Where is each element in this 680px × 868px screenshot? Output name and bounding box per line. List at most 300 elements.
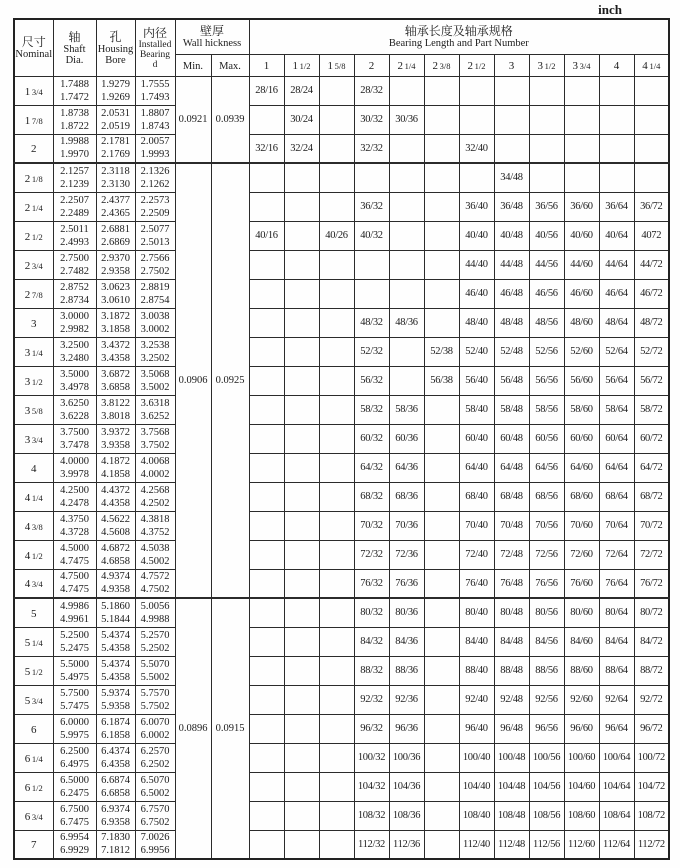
bearing-part-cell: 70/36 <box>389 511 424 540</box>
housing-value: 2.6881 <box>101 223 130 235</box>
housing-cell <box>96 453 135 482</box>
table-row <box>14 627 669 656</box>
bearing-part-cell: 64/36 <box>389 453 424 482</box>
housing-cell <box>96 627 135 656</box>
bearing-part-cell: 88/36 <box>389 656 424 685</box>
housing-value: 4.9374 <box>101 571 130 583</box>
shaft-value: 3.6250 <box>60 397 89 409</box>
wall-max-cell: 0.0939 <box>211 76 249 163</box>
bearing-part-cell: 112/64 <box>599 830 634 859</box>
bearing-part-cell: 80/60 <box>564 598 599 627</box>
bearing-part-cell <box>564 76 599 105</box>
bearing-part-cell <box>319 627 354 656</box>
installed-value: 4.2568 <box>140 484 170 496</box>
installed-value: 7.0026 <box>140 832 170 844</box>
wall-max-cell: 0.0915 <box>211 598 249 859</box>
bearing-part-cell: 40/64 <box>599 221 634 250</box>
installed-value: 6.2570 <box>140 745 170 757</box>
installed-value: 4.2502 <box>140 497 170 509</box>
installed-value: 1.9993 <box>140 149 170 161</box>
bearing-part-cell: 58/32 <box>354 395 389 424</box>
bearing-part-cell: 58/64 <box>599 395 634 424</box>
bearing-part-cell: 56/64 <box>599 366 634 395</box>
nominal-cell: 4 3/4 <box>14 569 53 598</box>
housing-value: 2.0531 <box>101 107 130 119</box>
table-row <box>14 830 669 859</box>
bearing-part-cell: 92/32 <box>354 685 389 714</box>
bearing-part-cell: 70/60 <box>564 511 599 540</box>
bearing-part-cell: 104/40 <box>459 772 494 801</box>
installed-cell <box>135 569 175 598</box>
bearing-part-cell: 92/40 <box>459 685 494 714</box>
bearing-part-cell: 64/60 <box>564 453 599 482</box>
installed-value: 5.7570 <box>140 687 170 699</box>
table-row <box>14 308 669 337</box>
installed-value: 3.0002 <box>140 323 170 335</box>
bearing-part-cell <box>424 134 459 163</box>
bearing-part-cell <box>319 192 354 221</box>
bearing-part-cell <box>249 540 284 569</box>
bearing-part-cell <box>319 395 354 424</box>
bearing-part-cell: 72/60 <box>564 540 599 569</box>
installed-value: 6.7502 <box>140 816 170 828</box>
housing-value: 2.4377 <box>101 194 130 206</box>
bearing-part-cell: 64/48 <box>494 453 529 482</box>
bearing-part-cell <box>424 221 459 250</box>
housing-cell <box>96 598 135 627</box>
bearing-part-cell: 60/40 <box>459 424 494 453</box>
bearing-part-cell <box>319 76 354 105</box>
bearing-part-cell: 104/64 <box>599 772 634 801</box>
bearing-part-cell <box>634 76 669 105</box>
installed-value: 2.2509 <box>140 207 170 219</box>
bearing-part-cell: 40/16 <box>249 221 284 250</box>
shaft-cell <box>53 134 96 163</box>
bearing-part-cell <box>389 221 424 250</box>
housing-cell <box>96 221 135 250</box>
bearing-part-cell <box>564 105 599 134</box>
bearing-part-cell <box>389 134 424 163</box>
installed-cell <box>135 453 175 482</box>
bearing-part-cell <box>249 598 284 627</box>
housing-value: 6.9358 <box>101 816 130 828</box>
shaft-cell <box>53 569 96 598</box>
housing-cell <box>96 105 135 134</box>
shaft-value: 3.7478 <box>60 439 89 451</box>
bearing-part-cell <box>424 105 459 134</box>
bearing-part-cell: 92/64 <box>599 685 634 714</box>
bearing-part-cell <box>319 801 354 830</box>
bearing-part-cell <box>319 743 354 772</box>
housing-value: 2.9358 <box>101 265 130 277</box>
bearing-part-cell: 112/32 <box>354 830 389 859</box>
housing-value: 5.9358 <box>101 700 130 712</box>
bearing-part-cell <box>319 105 354 134</box>
bearing-part-cell: 76/64 <box>599 569 634 598</box>
shaft-cell <box>53 366 96 395</box>
bearing-part-cell: 76/40 <box>459 569 494 598</box>
bearing-part-cell <box>319 163 354 192</box>
bearing-part-cell: 52/56 <box>529 337 564 366</box>
bearing-part-cell: 96/56 <box>529 714 564 743</box>
bearing-part-cell <box>249 627 284 656</box>
installed-value: 3.7502 <box>140 439 170 451</box>
housing-cell <box>96 308 135 337</box>
bearing-part-cell <box>249 163 284 192</box>
bearing-part-cell: 104/72 <box>634 772 669 801</box>
shaft-value: 2.8734 <box>60 294 89 306</box>
bearing-part-cell <box>249 337 284 366</box>
housing-cell <box>96 134 135 163</box>
installed-value: 3.6318 <box>140 397 170 409</box>
shaft-value: 4.9961 <box>60 613 89 625</box>
bearing-part-cell <box>284 395 319 424</box>
shaft-value: 6.2475 <box>60 787 89 799</box>
bearing-part-cell: 108/72 <box>634 801 669 830</box>
bearing-part-cell <box>249 482 284 511</box>
bearing-part-cell <box>389 76 424 105</box>
wall-min-cell: 0.0906 <box>175 163 211 598</box>
bearing-part-cell: 48/56 <box>529 308 564 337</box>
installed-value: 3.5002 <box>140 381 170 393</box>
bearing-part-cell: 60/64 <box>599 424 634 453</box>
shaft-value: 1.8722 <box>60 120 89 132</box>
bearing-part-cell: 92/36 <box>389 685 424 714</box>
bearing-part-cell <box>424 192 459 221</box>
bearing-part-cell <box>424 540 459 569</box>
housing-value: 4.4372 <box>101 484 130 496</box>
bearing-part-cell: 44/60 <box>564 250 599 279</box>
shaft-value: 6.4975 <box>60 758 89 770</box>
shaft-value: 3.5000 <box>60 368 89 380</box>
bearing-part-cell: 56/38 <box>424 366 459 395</box>
shaft-value: 3.6228 <box>60 410 89 422</box>
bearing-part-cell <box>249 714 284 743</box>
shaft-cell <box>53 424 96 453</box>
nominal-cell: 3 1/4 <box>14 337 53 366</box>
bearing-part-cell <box>249 105 284 134</box>
bearing-part-cell <box>249 424 284 453</box>
bearing-part-cell <box>284 772 319 801</box>
bearing-part-cell <box>284 801 319 830</box>
bearing-part-cell: 60/32 <box>354 424 389 453</box>
nominal-cell: 1 3/4 <box>14 76 53 105</box>
bearing-part-cell: 76/36 <box>389 569 424 598</box>
housing-value: 3.0623 <box>101 281 130 293</box>
bearing-part-cell: 44/64 <box>599 250 634 279</box>
bearing-part-cell: 72/36 <box>389 540 424 569</box>
bearing-part-cell <box>284 743 319 772</box>
bearing-part-cell: 100/32 <box>354 743 389 772</box>
housing-value: 4.6858 <box>101 555 130 567</box>
nominal-cell: 2 1/4 <box>14 192 53 221</box>
shaft-cell <box>53 395 96 424</box>
shaft-cell <box>53 772 96 801</box>
bearing-part-cell: 80/48 <box>494 598 529 627</box>
bearing-part-cell <box>459 163 494 192</box>
installed-value: 3.2502 <box>140 352 170 364</box>
installed-cell <box>135 337 175 366</box>
bearing-part-cell: 104/36 <box>389 772 424 801</box>
housing-cell <box>96 714 135 743</box>
shaft-value: 4.0000 <box>60 455 89 467</box>
bearing-part-cell <box>459 76 494 105</box>
bearing-part-cell: 84/56 <box>529 627 564 656</box>
bearing-part-cell <box>284 250 319 279</box>
bearing-part-cell: 48/60 <box>564 308 599 337</box>
housing-value: 6.9374 <box>101 803 130 815</box>
bearing-dimension-table <box>13 18 670 860</box>
nominal-cell: 6 1/4 <box>14 743 53 772</box>
bearing-part-cell: 48/64 <box>599 308 634 337</box>
bearing-part-cell <box>424 424 459 453</box>
housing-value: 2.4365 <box>101 207 130 219</box>
bearing-part-cell: 80/40 <box>459 598 494 627</box>
table-row <box>14 134 669 163</box>
bearing-part-cell: 68/32 <box>354 482 389 511</box>
bearing-part-cell <box>249 772 284 801</box>
bearing-part-cell <box>319 337 354 366</box>
housing-value: 5.4374 <box>101 658 130 670</box>
housing-value: 6.4374 <box>101 745 130 757</box>
nominal-cell: 2 1/8 <box>14 163 53 192</box>
bearing-part-cell <box>634 163 669 192</box>
bearing-part-cell: 52/32 <box>354 337 389 366</box>
bearing-part-cell: 28/24 <box>284 76 319 105</box>
installed-value: 5.7502 <box>140 700 170 712</box>
bearing-part-cell: 96/60 <box>564 714 599 743</box>
bearing-part-cell: 56/60 <box>564 366 599 395</box>
installed-value: 2.1326 <box>140 165 170 177</box>
housing-cell <box>96 279 135 308</box>
bearing-part-cell: 46/48 <box>494 279 529 308</box>
bearing-part-cell: 96/32 <box>354 714 389 743</box>
housing-cell <box>96 482 135 511</box>
bearing-part-cell <box>249 192 284 221</box>
table-row <box>14 105 669 134</box>
housing-value: 4.5608 <box>101 526 130 538</box>
header-wall-thickness: 壁厚 Wall hickness <box>175 19 249 54</box>
bearing-part-cell <box>249 453 284 482</box>
housing-value: 4.6872 <box>101 542 130 554</box>
housing-value: 2.1781 <box>101 136 130 148</box>
bearing-part-cell <box>284 424 319 453</box>
shaft-cell <box>53 308 96 337</box>
housing-cell <box>96 424 135 453</box>
shaft-value: 5.2475 <box>60 642 89 654</box>
bearing-part-cell: 76/60 <box>564 569 599 598</box>
housing-cell <box>96 685 135 714</box>
bearing-part-cell: 28/32 <box>354 76 389 105</box>
bearing-part-cell <box>424 76 459 105</box>
housing-value: 3.6872 <box>101 368 130 380</box>
bearing-part-cell <box>284 279 319 308</box>
housing-value: 4.4358 <box>101 497 130 509</box>
nominal-cell: 6 3/4 <box>14 801 53 830</box>
bearing-part-cell <box>284 482 319 511</box>
housing-cell <box>96 569 135 598</box>
installed-value: 1.8743 <box>140 120 170 132</box>
installed-value: 2.5077 <box>140 223 170 235</box>
bearing-part-cell <box>284 511 319 540</box>
bearing-part-cell <box>319 279 354 308</box>
shaft-value: 6.9929 <box>60 845 89 857</box>
housing-value: 2.3130 <box>101 178 130 190</box>
installed-value: 4.0068 <box>140 455 170 467</box>
table-row <box>14 743 669 772</box>
bearing-part-cell <box>284 627 319 656</box>
shaft-value: 5.2500 <box>60 629 89 641</box>
shaft-cell <box>53 598 96 627</box>
bearing-part-cell: 64/40 <box>459 453 494 482</box>
bearing-part-cell <box>529 163 564 192</box>
bearing-part-cell <box>284 366 319 395</box>
bearing-part-cell <box>599 76 634 105</box>
shaft-cell <box>53 337 96 366</box>
housing-value: 4.1858 <box>101 468 130 480</box>
bearing-part-cell <box>319 772 354 801</box>
shaft-value: 6.7500 <box>60 803 89 815</box>
bearing-part-cell: 88/32 <box>354 656 389 685</box>
bearing-part-cell <box>354 279 389 308</box>
bearing-part-cell: 32/40 <box>459 134 494 163</box>
bearing-part-cell: 76/48 <box>494 569 529 598</box>
bearing-part-cell <box>319 482 354 511</box>
bearing-part-cell: 72/72 <box>634 540 669 569</box>
installed-value: 6.5070 <box>140 774 170 786</box>
installed-value: 5.2502 <box>140 642 170 654</box>
bearing-part-cell: 56/56 <box>529 366 564 395</box>
table-row <box>14 685 669 714</box>
table-row <box>14 279 669 308</box>
bearing-part-cell: 76/72 <box>634 569 669 598</box>
nominal-cell: 4 1/4 <box>14 482 53 511</box>
bearing-part-cell <box>389 366 424 395</box>
housing-cell <box>96 511 135 540</box>
shaft-cell <box>53 482 96 511</box>
housing-value: 3.8122 <box>101 397 130 409</box>
bearing-part-cell <box>319 453 354 482</box>
installed-value: 3.2538 <box>140 339 170 351</box>
installed-value: 1.7555 <box>140 78 170 90</box>
bearing-part-cell: 68/64 <box>599 482 634 511</box>
header-length-1-1-2: 1 1/2 <box>284 54 319 76</box>
bearing-part-cell: 32/32 <box>354 134 389 163</box>
shaft-cell <box>53 221 96 250</box>
table-row <box>14 337 669 366</box>
shaft-value: 3.0000 <box>60 310 89 322</box>
bearing-part-cell: 100/40 <box>459 743 494 772</box>
bearing-part-cell: 30/32 <box>354 105 389 134</box>
bearing-part-cell: 88/64 <box>599 656 634 685</box>
housing-value: 6.4358 <box>101 758 130 770</box>
bearing-part-cell: 4072 <box>634 221 669 250</box>
bearing-part-cell <box>529 105 564 134</box>
bearing-part-cell: 80/56 <box>529 598 564 627</box>
shaft-value: 3.7500 <box>60 426 89 438</box>
housing-cell <box>96 395 135 424</box>
installed-cell <box>135 308 175 337</box>
bearing-part-cell: 40/56 <box>529 221 564 250</box>
installed-value: 2.0057 <box>140 136 170 148</box>
shaft-value: 6.5000 <box>60 774 89 786</box>
installed-value: 4.0002 <box>140 468 170 480</box>
bearing-part-cell <box>284 685 319 714</box>
shaft-value: 1.7488 <box>60 78 89 90</box>
housing-value: 2.0519 <box>101 120 130 132</box>
bearing-part-cell: 108/40 <box>459 801 494 830</box>
bearing-part-cell <box>424 279 459 308</box>
bearing-part-cell <box>424 685 459 714</box>
bearing-part-cell <box>249 308 284 337</box>
installed-value: 6.0002 <box>140 729 170 741</box>
bearing-part-cell: 72/48 <box>494 540 529 569</box>
housing-value: 3.1858 <box>101 323 130 335</box>
header-length-3-1-2: 3 1/2 <box>529 54 564 76</box>
bearing-part-cell <box>319 424 354 453</box>
housing-value: 3.9358 <box>101 439 130 451</box>
installed-value: 6.5002 <box>140 787 170 799</box>
bearing-part-cell: 52/40 <box>459 337 494 366</box>
bearing-part-cell: 40/60 <box>564 221 599 250</box>
bearing-part-cell <box>424 627 459 656</box>
bearing-part-cell <box>424 250 459 279</box>
bearing-part-cell <box>319 366 354 395</box>
installed-value: 5.5002 <box>140 671 170 683</box>
installed-value: 2.5013 <box>140 236 170 248</box>
shaft-cell <box>53 76 96 105</box>
bearing-part-cell: 104/60 <box>564 772 599 801</box>
bearing-part-cell <box>249 685 284 714</box>
shaft-value: 2.7500 <box>60 252 89 264</box>
bearing-part-cell: 36/72 <box>634 192 669 221</box>
bearing-part-cell: 58/48 <box>494 395 529 424</box>
bearing-part-cell: 112/60 <box>564 830 599 859</box>
header-wall-max: Max. <box>211 54 249 76</box>
shaft-value: 1.9970 <box>60 149 89 161</box>
installed-cell <box>135 134 175 163</box>
shaft-value: 3.4978 <box>60 381 89 393</box>
bearing-part-cell: 36/48 <box>494 192 529 221</box>
table-row <box>14 366 669 395</box>
bearing-part-cell: 96/48 <box>494 714 529 743</box>
shaft-value: 4.5000 <box>60 542 89 554</box>
shaft-value: 4.7500 <box>60 571 89 583</box>
bearing-part-cell: 68/56 <box>529 482 564 511</box>
shaft-value: 2.2489 <box>60 207 89 219</box>
installed-cell <box>135 163 175 192</box>
bearing-part-cell <box>424 482 459 511</box>
bearing-part-cell: 58/72 <box>634 395 669 424</box>
bearing-part-cell <box>319 656 354 685</box>
bearing-part-cell: 80/36 <box>389 598 424 627</box>
installed-value: 6.2502 <box>140 758 170 770</box>
housing-cell <box>96 801 135 830</box>
installed-value: 5.5070 <box>140 658 170 670</box>
shaft-value: 4.3728 <box>60 526 89 538</box>
bearing-part-cell: 34/48 <box>494 163 529 192</box>
nominal-cell: 7 <box>14 830 53 859</box>
table-body <box>14 76 669 859</box>
bearing-part-cell: 70/32 <box>354 511 389 540</box>
bearing-part-cell: 40/40 <box>459 221 494 250</box>
installed-value: 4.7572 <box>140 571 170 583</box>
housing-value: 2.9370 <box>101 252 130 264</box>
bearing-part-cell: 52/72 <box>634 337 669 366</box>
table-row <box>14 656 669 685</box>
bearing-part-cell <box>389 250 424 279</box>
bearing-part-cell: 56/32 <box>354 366 389 395</box>
